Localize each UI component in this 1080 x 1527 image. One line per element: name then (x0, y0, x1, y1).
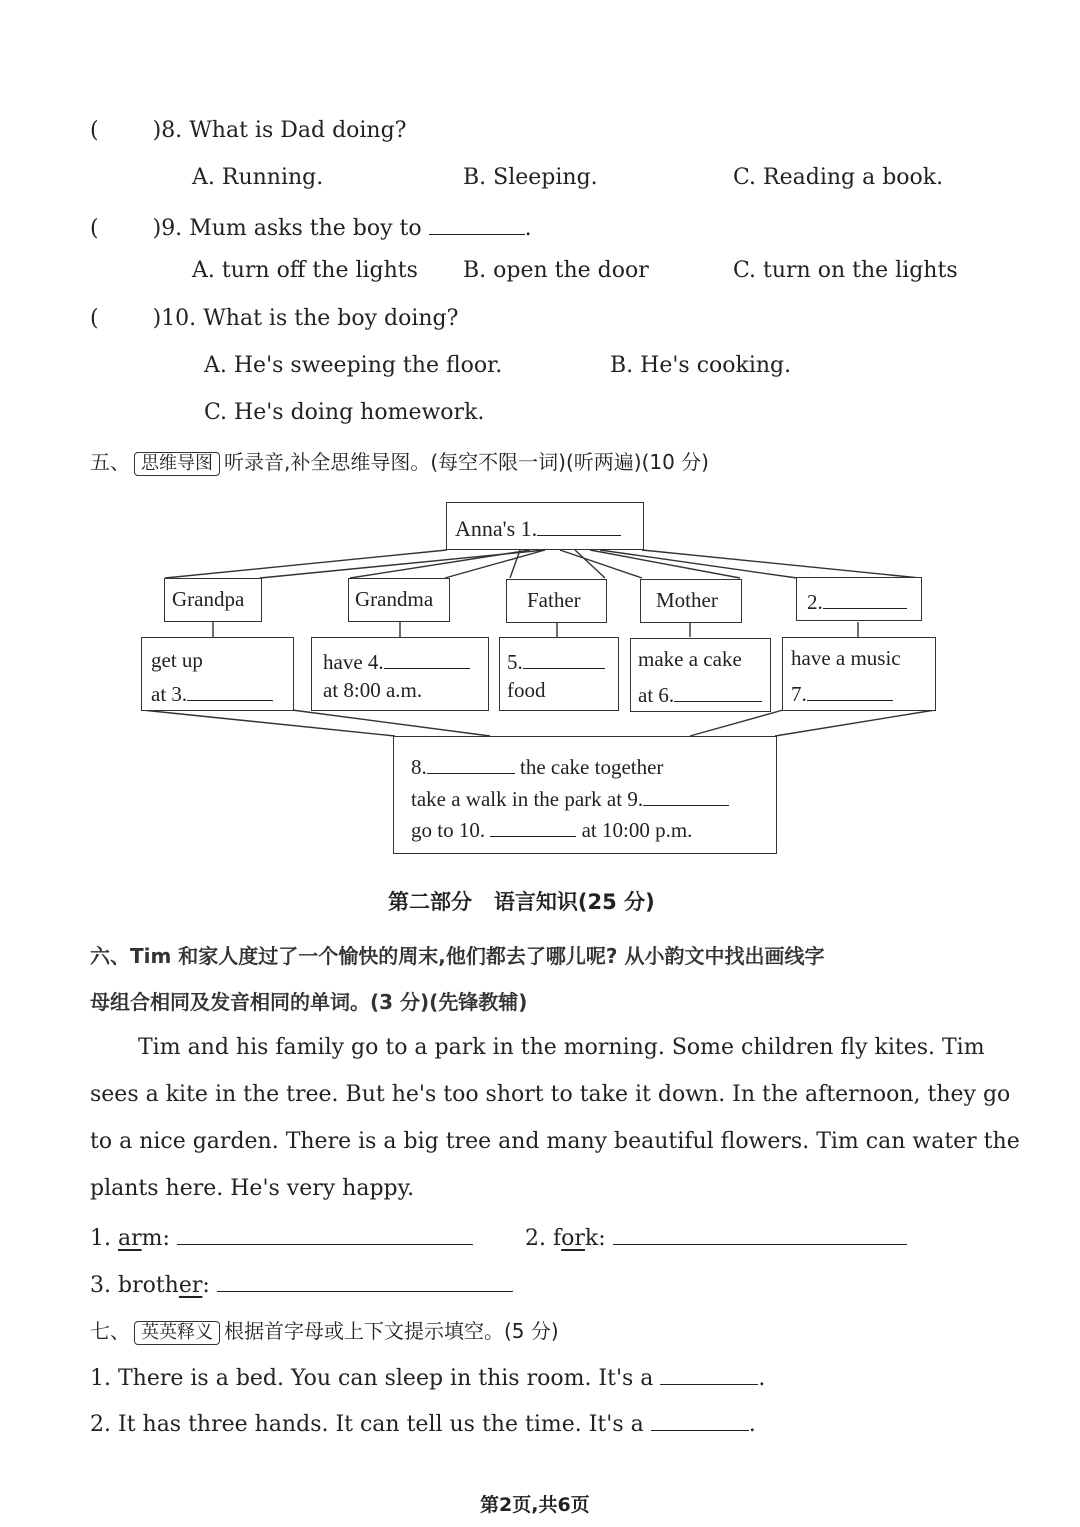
person-label: Father (527, 588, 581, 612)
word-fork: 2. fork: (525, 1222, 907, 1251)
person-mother (640, 579, 742, 623)
blank-7[interactable] (807, 678, 893, 701)
answer-blank-fork[interactable] (613, 1222, 907, 1245)
question-text: Mum asks the boy to (189, 216, 422, 241)
blank-5[interactable] (523, 646, 605, 669)
activity-line: at 8:00 a.m. (323, 678, 423, 702)
root-label: Anna's 1. (455, 516, 538, 541)
option-8b[interactable]: B. Sleeping. (463, 165, 598, 190)
activity-mother: make a cake at 6. (630, 638, 771, 712)
activity-father: 5. food (499, 637, 619, 711)
passage-line-4: plants here. He's very happy. (90, 1176, 415, 1201)
person-blank-2 (796, 577, 922, 621)
fill-blank-2[interactable] (651, 1408, 749, 1431)
answer-paren-close: ) (152, 118, 162, 143)
fill-2: 2. It has three hands. It can tell us the time. It's a . (90, 1408, 756, 1437)
blank-2[interactable] (823, 586, 907, 609)
section-6-line1: 六、Tim 和家人度过了一个愉快的周末,他们都去了哪儿呢? 从小韵文中找出画线字 (90, 944, 825, 968)
mindmap-tag: 思维导图 (134, 452, 220, 476)
blank-4[interactable] (384, 646, 470, 669)
underlined-letters: or (561, 1226, 585, 1251)
option-8c[interactable]: C. Reading a book. (733, 165, 944, 190)
question-9: ( )9. Mum asks the boy to . (90, 212, 532, 241)
option-10c[interactable]: C. He's doing homework. (204, 400, 485, 425)
blank-8[interactable] (427, 751, 515, 774)
section-5-header: 五、 思维导图 听录音,补全思维导图。(每空不限一词)(听两遍)(10 分) (90, 450, 709, 474)
option-10a[interactable]: A. He's sweeping the floor. (204, 353, 503, 378)
blank-9[interactable] (643, 783, 729, 806)
question-number: 8. (161, 118, 183, 143)
answer-paren-open[interactable]: ( (90, 306, 99, 331)
option-9b[interactable]: B. open the door (463, 258, 649, 283)
mindmap-root (446, 502, 644, 550)
page-footer: 第2页,共6页 (480, 1494, 590, 1516)
blank-6[interactable] (674, 679, 762, 702)
answer-blank-arm[interactable] (177, 1222, 473, 1245)
person-label: 2. (807, 590, 823, 614)
activity-line: have a music (791, 646, 901, 670)
question-10 (90, 306, 458, 331)
answer-blank[interactable] (429, 212, 525, 235)
question-text: What is Dad doing? (189, 118, 407, 143)
person-label: Grandpa (172, 587, 245, 611)
word-brother: 3. brother: (90, 1269, 513, 1298)
activity-line: make a cake (638, 647, 742, 671)
blank-10[interactable] (490, 814, 576, 837)
activity-grandpa: get up at 3. (141, 637, 294, 711)
source-tag: (先锋教辅) (429, 990, 528, 1014)
section-7-header: 七、 英英释义 根据首字母或上下文提示填空。(5 分) (90, 1319, 559, 1343)
option-10b[interactable]: B. He's cooking. (610, 353, 792, 378)
person-grandma (348, 578, 450, 622)
question-8 (90, 118, 406, 143)
part-2-heading: 第二部分 语言知识(25 分) (388, 890, 655, 914)
activity-line: get up (151, 648, 203, 672)
activity-grandma: have 4. at 8:00 a.m. (311, 637, 489, 711)
answer-paren-open[interactable]: ( (90, 118, 99, 143)
underlined-letters: ar (118, 1226, 142, 1251)
answer-paren-close: ) (152, 306, 162, 331)
blank-3[interactable] (187, 678, 273, 701)
word-arm: 1. arm: (90, 1222, 473, 1251)
option-9c[interactable]: C. turn on the lights (733, 258, 958, 283)
question-number: 10. (161, 306, 197, 331)
person-label: Mother (656, 588, 718, 612)
underlined-letters: er (178, 1273, 203, 1298)
answer-paren-open[interactable]: ( (90, 216, 99, 241)
passage-line-2: sees a kite in the tree. But he's too short to take it down. In the afternoon, they go (90, 1082, 1011, 1107)
section-5-title: 听录音,补全思维导图。(每空不限一词)(听两遍)(10 分) (224, 450, 709, 474)
root-blank[interactable] (537, 513, 621, 536)
question-number: 9. (161, 216, 183, 241)
mindmap-bottom: 8. the cake together take a walk in the park at 9. go to 10. at 10:00 p.m. (393, 736, 777, 854)
activity-line: food (507, 678, 546, 702)
person-father (506, 579, 607, 623)
answer-paren-close: ) (152, 216, 162, 241)
english-definition-tag: 英英释义 (134, 1321, 220, 1345)
activity-blank-2: have a music 7. (782, 637, 936, 711)
section-6-line2: 母组合相同及发音相同的单词。(3 分)(先锋教辅) (90, 990, 528, 1014)
option-8a[interactable]: A. Running. (192, 165, 324, 190)
question-text: What is the boy doing? (203, 306, 459, 331)
option-9a[interactable]: A. turn off the lights (192, 258, 418, 283)
fill-blank-1[interactable] (660, 1362, 758, 1385)
fill-1: 1. There is a bed. You can sleep in this room. It's a . (90, 1362, 765, 1391)
person-label: Grandma (355, 587, 434, 611)
section-7-title: 根据首字母或上下文提示填空。(5 分) (224, 1319, 559, 1343)
passage-line-3: to a nice garden. There is a big tree and many beautiful flowers. Tim can water the (90, 1129, 1020, 1154)
person-grandpa (164, 578, 262, 622)
passage-line-1: Tim and his family go to a park in the morning. Some children fly kites. Tim (138, 1035, 985, 1060)
answer-blank-brother[interactable] (217, 1269, 513, 1292)
